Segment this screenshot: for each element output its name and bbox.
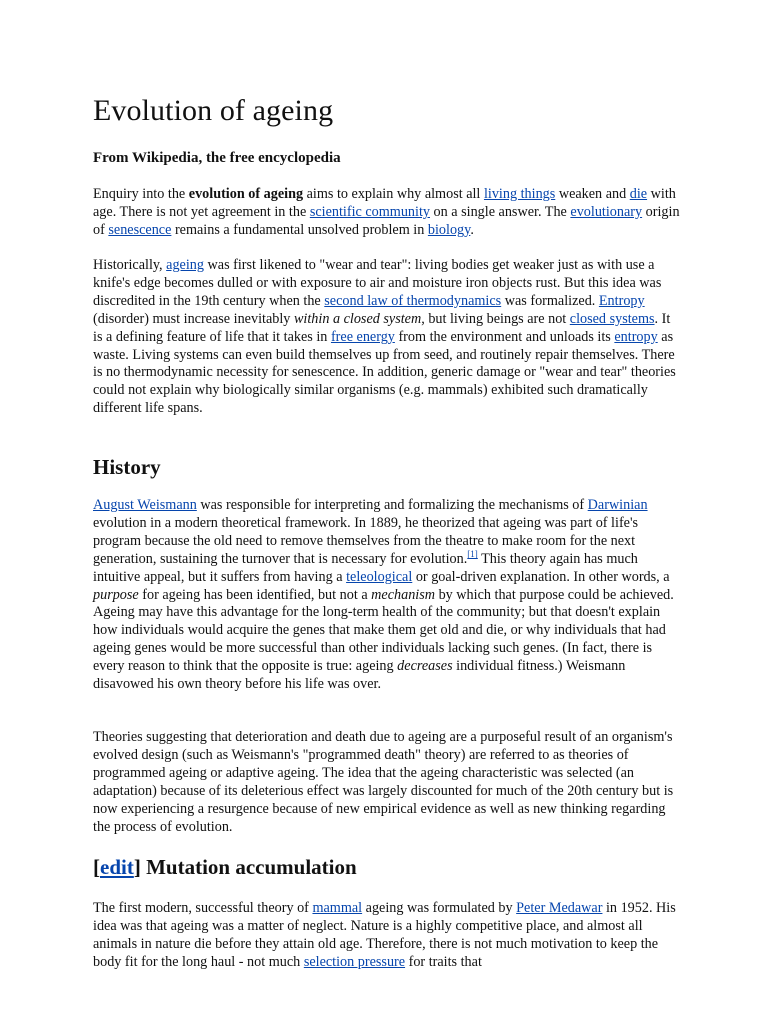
link-second-law-of-thermodynamics[interactable]: second law of thermodynamics xyxy=(324,292,502,309)
intro-paragraph xyxy=(93,186,683,240)
link-closed-systems[interactable]: closed systems xyxy=(569,310,655,327)
link-ageing[interactable]: ageing xyxy=(166,257,204,273)
section-heading-mutation-accumulation xyxy=(93,855,357,880)
link-senescence[interactable]: senescence xyxy=(108,221,172,238)
text: evolution in a modern theoretical framework. In 1889, he theorized that ageing was part of life's program because the old need to remove themselves from the theatre to make room for the next generation, sustaining the turnover that is necessary for evolution. xyxy=(93,514,639,567)
text: The first modern, successful theory of xyxy=(93,900,313,916)
text: from the environment and unloads its xyxy=(394,328,615,345)
bracket: ] xyxy=(133,855,141,879)
italic-text: mechanism xyxy=(371,586,436,603)
text: . It is a defining feature of life that it takes in xyxy=(93,310,671,345)
heading-text: Mutation accumulation xyxy=(140,855,357,879)
link-august-weismann[interactable]: August Weismann xyxy=(93,497,197,513)
historical-paragraph xyxy=(93,257,683,418)
history-paragraph-1 xyxy=(93,497,683,694)
text: , but living beings are not xyxy=(421,310,570,327)
link-teleological[interactable]: teleological xyxy=(346,568,413,585)
text: or goal-driven explanation. In other words, a xyxy=(412,568,670,585)
link-scientific-community[interactable]: scientific community xyxy=(309,203,430,220)
text: Enquiry into the xyxy=(93,186,189,202)
article-title: Evolution of ageing xyxy=(93,94,334,127)
text: was formalized. xyxy=(501,292,599,309)
mutation-paragraph-1 xyxy=(93,900,683,972)
text: by which that purpose could be achieved. Ageing may have this advantage for the long-term health of the community; but that doesn't explain how individuals would acquire the genes that make them get old and die, or why individuals that had ageing genes would be more successful than other individuals lacking such genes. (In fact, there is every reason to think that the opposite is true: ageing xyxy=(93,586,674,675)
text: for ageing has been identified, but not a xyxy=(138,586,372,603)
text: individual fitness.) Weismann disavowed his own theory before his life was over. xyxy=(93,658,626,693)
history-paragraph-2: Theories suggesting that deterioration and death due to ageing are a purposeful result of an organism's evolved design (such as Weismann's "programmed death" theory) are referred to as theories of programmed ageing or adaptive ageing. The idea that the ageing characteristic was selected (an adaptation) because of its deleterious effect was largely discounted for much of the 20th century but is now experiencing a resurgence because of new empirical evidence as well as new thinking regarding the process of evolution. xyxy=(93,729,674,835)
text: . xyxy=(470,221,474,238)
text: This theory again has much intuitive appeal, but it suffers from having a xyxy=(93,550,638,585)
text: weaken and xyxy=(555,186,630,202)
link-entropy[interactable]: Entropy xyxy=(598,292,645,309)
text: Historically, xyxy=(93,257,167,273)
link-biology[interactable]: biology xyxy=(427,221,471,238)
text: (disorder) must increase inevitably xyxy=(93,310,294,327)
link-living-things[interactable]: living things xyxy=(483,186,556,202)
link-peter-medawar[interactable]: Peter Medawar xyxy=(516,900,603,916)
edit-link[interactable]: edit xyxy=(100,855,134,879)
text: ageing was formulated by xyxy=(362,900,517,916)
text: was first likened to "wear and tear": living bodies get weaker just as with use a knife's edge becomes dulled or with exposure to air and moisture iron objects rust. But this idea was discredited in the 19th century when the xyxy=(93,257,662,309)
reference-link[interactable]: [1] xyxy=(467,548,478,559)
italic-text: within a closed system xyxy=(293,310,422,327)
text: for traits that xyxy=(405,953,482,970)
section-heading-history: History xyxy=(93,455,161,479)
article-subtitle: From Wikipedia, the free encyclopedia xyxy=(93,150,341,166)
link-selection-pressure[interactable]: selection pressure xyxy=(303,953,406,970)
text: origin of xyxy=(93,203,680,238)
text: with age. There is not yet agreement in the xyxy=(93,186,676,220)
text: as waste. Living systems can even build themselves up from seed, and routinely repair themselves. There is no thermodynamic necessity for senescence. In addition, generic damage or "wear and tear" theories could not explain why biologically similar organisms (e.g. mammals) exhibited such dramatically different life spans. xyxy=(93,328,676,417)
italic-text: decreases xyxy=(397,658,453,675)
text: in 1952. His idea was that ageing was a matter of neglect. Nature is a highly competitive place, and almost all animals in nature die before they attain old age. Therefore, there is not much motivation to keep the body fit for the long haul - not much xyxy=(93,900,676,970)
text: aims to explain why almost all xyxy=(303,186,484,202)
bracket: [ xyxy=(93,855,100,879)
text: was responsible for interpreting and formalizing the mechanisms of xyxy=(196,497,588,513)
link-entropy-2[interactable]: entropy xyxy=(614,328,658,345)
italic-text: purpose xyxy=(93,586,139,603)
bold-term: evolution of ageing xyxy=(188,186,304,202)
link-mammal[interactable]: mammal xyxy=(312,900,363,916)
link-darwinian[interactable]: Darwinian xyxy=(587,497,648,513)
text: remains a fundamental unsolved problem in xyxy=(171,221,428,238)
link-evolutionary[interactable]: evolutionary xyxy=(570,203,643,220)
link-die[interactable]: die xyxy=(629,186,648,202)
text: on a single answer. The xyxy=(429,203,571,220)
link-free-energy[interactable]: free energy xyxy=(330,328,395,345)
